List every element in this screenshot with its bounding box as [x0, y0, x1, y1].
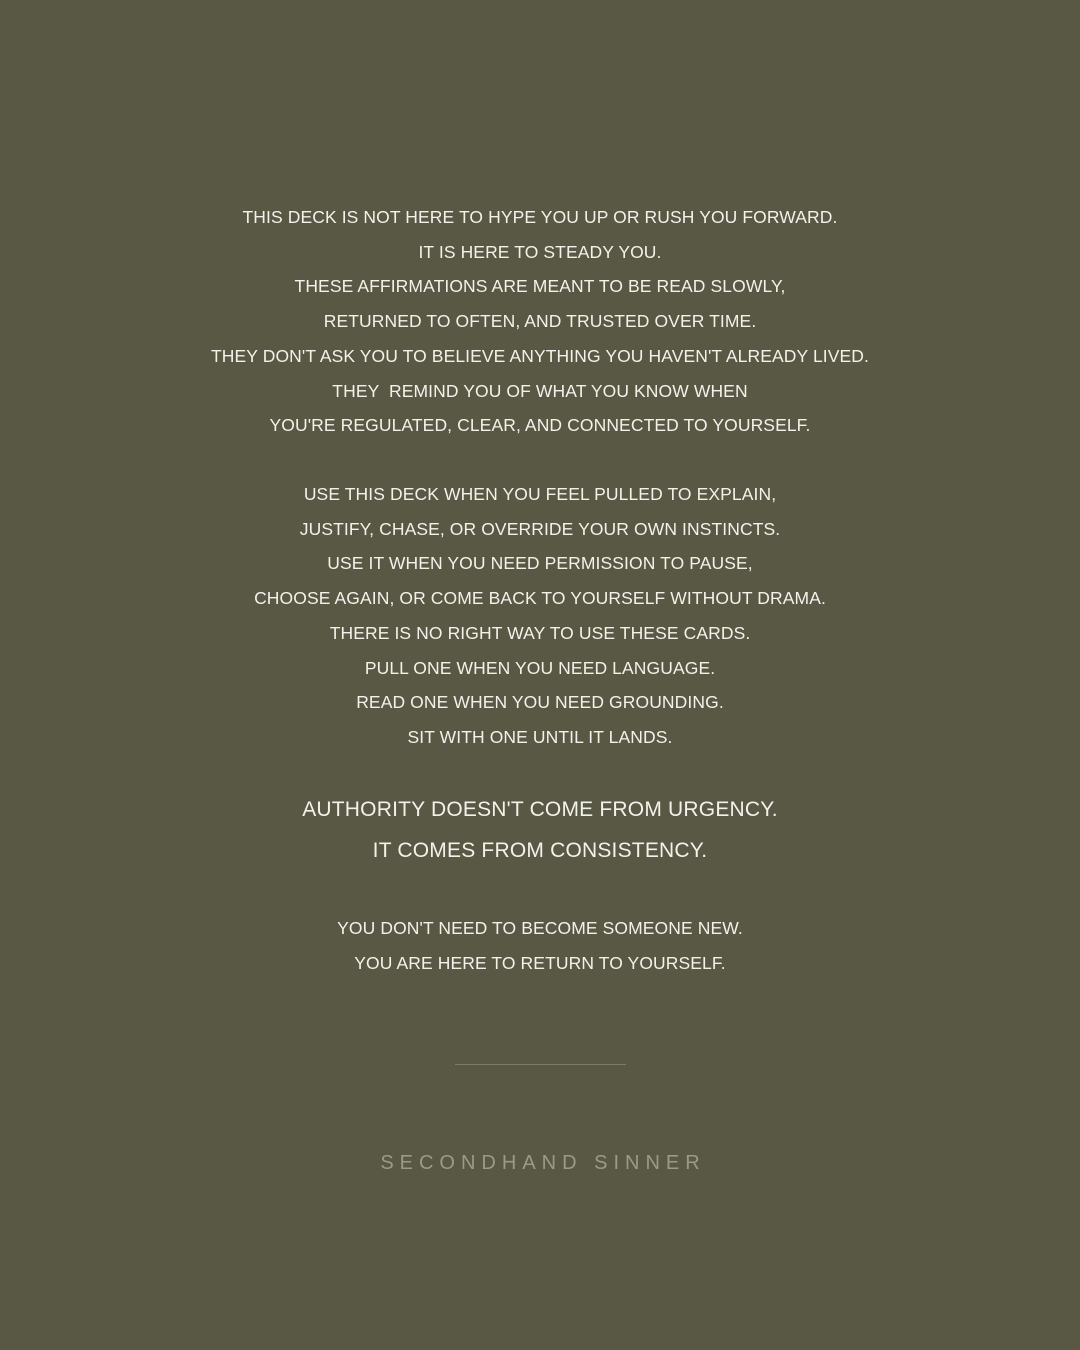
usage-line: JUSTIFY, CHASE, OR OVERRIDE YOUR OWN INSTINCTS. — [299, 518, 781, 539]
intro-line: THEY DON'T ASK YOU TO BELIEVE ANYTHING YOU HAVEN'T ALREADY LIVED. — [211, 345, 869, 366]
usage-line: USE IT WHEN YOU NEED PERMISSION TO PAUSE, — [327, 553, 753, 574]
emphasis-statement — [0, 789, 1080, 871]
intro-line: THIS DECK IS NOT HERE TO HYPE YOU UP OR RUSH YOU FORWARD. — [242, 207, 838, 227]
usage-line: USE THIS DECK WHEN YOU FEEL PULLED TO EXPLAIN, — [303, 484, 777, 504]
usage-paragraph — [0, 477, 1080, 755]
intro-paragraph — [0, 200, 1080, 443]
intro-line: RETURNED TO OFTEN, AND TRUSTED OVER TIME. — [323, 311, 757, 332]
closing-line: YOU ARE HERE TO RETURN TO YOURSELF. — [354, 952, 726, 973]
closing-paragraph — [0, 911, 1080, 980]
intro-line: THESE AFFIRMATIONS ARE MEANT TO BE READ SLOWLY, — [294, 276, 786, 297]
emphasis-line: AUTHORITY DOESN'T COME FROM URGENCY. — [302, 798, 778, 821]
usage-line: THERE IS NO RIGHT WAY TO USE THESE CARDS. — [329, 622, 751, 643]
usage-line: CHOOSE AGAIN, OR COME BACK TO YOURSELF WITHOUT DRAMA. — [254, 588, 826, 609]
usage-line: READ ONE WHEN YOU NEED GROUNDING. — [356, 692, 724, 713]
intro-line: THEY REMIND YOU OF WHAT YOU KNOW WHEN — [332, 380, 748, 401]
emphasis-line: IT COMES FROM CONSISTENCY. — [372, 839, 708, 862]
usage-line: PULL ONE WHEN YOU NEED LANGUAGE. — [364, 657, 716, 678]
intro-line: IT IS HERE TO STEADY YOU. — [418, 241, 662, 262]
usage-line: SIT WITH ONE UNTIL IT LANDS. — [407, 726, 673, 747]
closing-line: YOU DON'T NEED TO BECOME SOMEONE NEW. — [337, 918, 743, 938]
intro-line: YOU'RE REGULATED, CLEAR, AND CONNECTED TO YOURSELF. — [269, 415, 811, 436]
brand-name: SECONDHAND SINNER — [380, 1152, 706, 1174]
divider — [455, 1064, 626, 1065]
